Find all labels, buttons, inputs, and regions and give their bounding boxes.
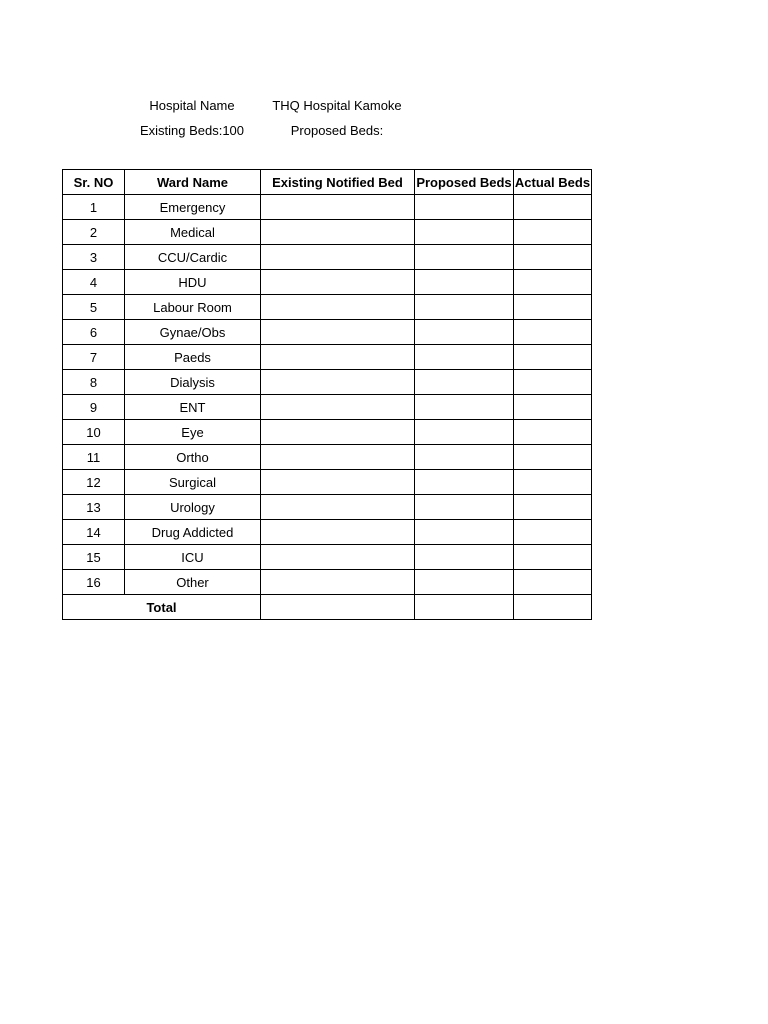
actual-beds-cell [514,195,592,220]
sr-no-cell: 12 [63,470,125,495]
ward-name-cell: ENT [125,395,261,420]
column-header-proposed-beds: Proposed Beds [415,170,514,195]
table-row [63,345,592,370]
sr-no-cell: 7 [63,345,125,370]
sr-no-cell: 5 [63,295,125,320]
proposed-beds-cell [415,545,514,570]
proposed-beds-cell [415,195,514,220]
existing-notified-bed-cell [261,370,415,395]
ward-name-cell: Surgical [125,470,261,495]
hospital-name-label: Hospital Name [149,98,235,113]
ward-name-cell: Drug Addicted [125,520,261,545]
total-label: Total [63,595,261,620]
actual-beds-cell [514,445,592,470]
proposed-beds-cell [415,445,514,470]
table-row [63,495,592,520]
actual-beds-cell [514,220,592,245]
proposed-beds-cell [415,270,514,295]
actual-beds-cell [514,495,592,520]
sr-no-cell: 1 [63,195,125,220]
table-row [63,270,592,295]
existing-notified-bed-cell [261,320,415,345]
proposed-beds-cell [415,320,514,345]
ward-name-cell: Ortho [125,445,261,470]
sr-no-cell: 16 [63,570,125,595]
proposed-beds-cell [415,570,514,595]
table-row [63,445,592,470]
ward-name-cell: Medical [125,220,261,245]
actual-beds-cell [514,570,592,595]
actual-beds-cell [514,245,592,270]
column-header-ward-name: Ward Name [125,170,261,195]
table-header-row [63,170,592,195]
hospital-name-value: THQ Hospital Kamoke [272,98,402,113]
existing-notified-bed-cell [261,470,415,495]
total-row [63,595,592,620]
table-row [63,570,592,595]
table-row [63,245,592,270]
existing-notified-bed-cell [261,445,415,470]
table-row [63,320,592,345]
existing-notified-bed-cell [261,195,415,220]
sr-no-cell: 3 [63,245,125,270]
existing-notified-bed-cell [261,270,415,295]
table-body [63,195,592,595]
existing-notified-bed-cell [261,495,415,520]
column-header-existing-notified-bed: Existing Notified Bed [261,170,415,195]
actual-beds-cell [514,295,592,320]
actual-beds-cell [514,520,592,545]
existing-notified-bed-cell [261,545,415,570]
sr-no-cell: 6 [63,320,125,345]
ward-name-cell: Eye [125,420,261,445]
existing-notified-bed-cell [261,345,415,370]
ward-name-cell: ICU [125,545,261,570]
ward-name-cell: Emergency [125,195,261,220]
total-existing-notified-bed-cell [261,595,415,620]
sr-no-cell: 10 [63,420,125,445]
ward-name-cell: Other [125,570,261,595]
table-row [63,220,592,245]
ward-beds-table [62,169,592,620]
actual-beds-cell [514,370,592,395]
table-row [63,395,592,420]
existing-notified-bed-cell [261,245,415,270]
proposed-beds-cell [415,395,514,420]
table-row [63,370,592,395]
existing-notified-bed-cell [261,295,415,320]
proposed-beds-cell [415,345,514,370]
sr-no-cell: 9 [63,395,125,420]
existing-beds-label: Existing Beds:100 [139,123,245,138]
total-actual-beds-cell [514,595,592,620]
column-header-sr-no: Sr. NO [63,170,125,195]
proposed-beds-cell [415,245,514,270]
proposed-beds-cell [415,520,514,545]
proposed-beds-label: Proposed Beds: [290,123,384,138]
actual-beds-cell [514,545,592,570]
sr-no-cell: 4 [63,270,125,295]
proposed-beds-cell [415,220,514,245]
sr-no-cell: 14 [63,520,125,545]
ward-name-cell: HDU [125,270,261,295]
table-row [63,195,592,220]
sr-no-cell: 13 [63,495,125,520]
existing-notified-bed-cell [261,570,415,595]
proposed-beds-cell [415,470,514,495]
proposed-beds-cell [415,420,514,445]
table-row [63,470,592,495]
sr-no-cell: 15 [63,545,125,570]
existing-notified-bed-cell [261,395,415,420]
sr-no-cell: 8 [63,370,125,395]
proposed-beds-cell [415,295,514,320]
table-row [63,420,592,445]
ward-name-cell: CCU/Cardic [125,245,261,270]
table-row [63,295,592,320]
actual-beds-cell [514,320,592,345]
actual-beds-cell [514,420,592,445]
proposed-beds-cell [415,495,514,520]
column-header-actual-beds: Actual Beds [514,170,592,195]
actual-beds-cell [514,470,592,495]
ward-name-cell: Urology [125,495,261,520]
sr-no-cell: 2 [63,220,125,245]
existing-notified-bed-cell [261,520,415,545]
ward-name-cell: Labour Room [125,295,261,320]
ward-name-cell: Dialysis [125,370,261,395]
ward-name-cell: Gynae/Obs [125,320,261,345]
table-row [63,545,592,570]
existing-notified-bed-cell [261,220,415,245]
proposed-beds-cell [415,370,514,395]
actual-beds-cell [514,395,592,420]
total-proposed-beds-cell [415,595,514,620]
existing-notified-bed-cell [261,420,415,445]
table-row [63,520,592,545]
sr-no-cell: 11 [63,445,125,470]
actual-beds-cell [514,270,592,295]
ward-name-cell: Paeds [125,345,261,370]
actual-beds-cell [514,345,592,370]
